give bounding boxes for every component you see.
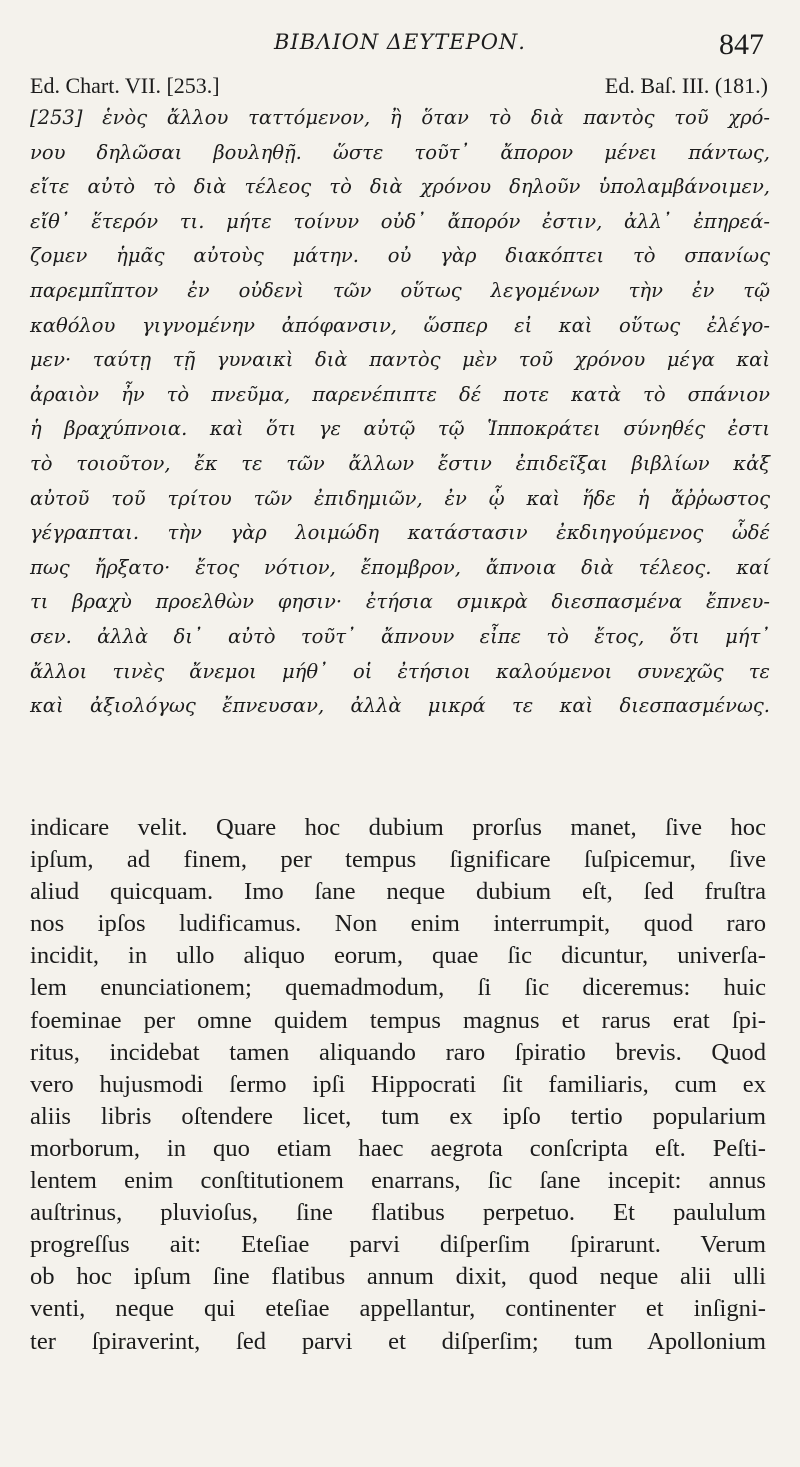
edition-reference-chartier: Ed. Chart. VII. [253.] [30,73,220,98]
latin-line: progreſſus ait: Eteſiae parvi diſperſim ſpirarunt. Verum [30,1231,766,1259]
greek-line: τὸ τοιοῦτον, ἔκ τε τῶν ἄλλων ἔστιν ἐπιδεῖξαι βιβλίων κἀξ [30,451,770,475]
greek-text-block [30,101,770,724]
greek-line: ζομεν ἡμᾶς αὐτοὺς μάτην. οὐ γὰρ διακόπτει τὸ σπανίως [30,244,770,268]
latin-line: ter ſpiraverint, ſed parvi et diſperſim; tum Apollonium [30,1327,766,1355]
latin-line: auſtrinus, pluvioſus, ſine flatibus perpetuo. Et paululum [30,1199,766,1227]
greek-line: μεν· ταύτῃ τῇ γυναικὶ διὰ παντὸς μὲν τοῦ χρόνου μέγα καὶ [30,348,770,372]
latin-text-block [30,812,766,1358]
latin-line: ob hoc ipſum ſine flatibus annum dixit, quod neque alii ulli [30,1263,766,1291]
greek-line: [253] ἑνὸς ἄλλου ταττόμενον, ἢ ὅταν τὸ διὰ παντὸς τοῦ χρό- [30,106,770,129]
latin-line: venti, neque qui eteſiae appellantur, continenter et inſigni- [30,1295,766,1323]
latin-line: aliis libris oſtendere licet, tum ex ipſo tertio popularium [30,1102,766,1130]
greek-line: νου δηλῶσαι βουληθῇ. ὥστε τοῦτ᾽ ἄπορον μένει πάντως, [30,140,770,164]
latin-line: lentem enim conſtitutionem enarrans, ſic ſane incepit: annus [30,1167,766,1195]
latin-line: indicare velit. Quare hoc dubium prorſus manet, ſive hoc [30,814,766,841]
latin-line: lem enunciationem; quemadmodum, ſi ſic diceremus: huic [30,974,766,1002]
greek-line: καθόλου γιγνομένην ἀπόφανσιν, ὥσπερ εἰ καὶ οὕτως ἐλέγο- [30,313,770,337]
latin-line: incidit, in ullo aliquo eorum, quae ſic dicuntur, univerſa- [30,942,766,970]
greek-line: ἡ βραχύπνοια. καὶ ὅτι γε αὐτῷ τῷ Ἱπποκράτει σύνηθές ἐστι [30,417,770,441]
greek-line: τι βραχὺ προελθὼν φησιν· ἐτήσια σμικρὰ διεσπασμένα ἔπνευ- [30,590,770,614]
latin-line: nos ipſos ludificamus. Non enim interrumpit, quod raro [30,910,766,938]
latin-line: aliud quicquam. Imo ſane neque dubium eſt, ſed fruſtra [30,878,766,906]
latin-line: vero hujusmodi ſermo ipſi Hippocrati ſit familiaris, cum ex [30,1070,766,1098]
latin-line: ipſum, ad finem, per tempus ſignificare ſuſpicemur, ſive [30,846,766,874]
edition-reference-basel: Ed. Baſ. III. (181.) [604,73,768,98]
greek-line: εἴτε αὐτὸ τὸ διὰ τέλεος τὸ διὰ χρόνου δηλοῦν ὑπολαμβάνοιμεν, [30,175,770,199]
greek-line: σεν. ἀλλὰ δι᾽ αὐτὸ τοῦτ᾽ ἄπνουν εἶπε τὸ ἔτος, ὅτι μήτ᾽ [30,624,770,648]
greek-line: εἴθ᾽ ἕτερόν τι. μήτε τοίνυν οὐδ᾽ ἄπορόν ἐστιν, ἀλλ᾽ ἐπηρεά- [30,209,770,233]
edition-references [30,73,768,99]
greek-line: ἄλλοι τινὲς ἄνεμοι μήθ᾽ οἱ ἐτήσιοι καλούμενοι συνεχῶς τε [30,659,770,683]
greek-line: πως ἤρξατο· ἔτος νότιον, ἔπομβρον, ἄπνοια διὰ τέλεος. καί [30,555,770,579]
greek-line: αὐτοῦ τοῦ τρίτου τῶν ἐπιδημιῶν, ἐν ᾧ καὶ ἥδε ἡ ἄῤῥωστος [30,486,770,510]
page-number: 847 [719,28,764,61]
greek-line: καὶ ἀξιολόγως ἔπνευσαν, ἀλλὰ μικρά τε καὶ διεσπασμένως. [30,694,770,718]
greek-line: ἀραιὸν ἦν τὸ πνεῦμα, παρενέπιπτε δέ ποτε κατὰ τὸ σπάνιον [30,382,770,406]
greek-line: παρεμπῖπτον ἐν οὐδενὶ τῶν οὕτως λεγομένων τὴν ἐν τῷ [30,278,770,302]
latin-line: foeminae per omne quidem tempus magnus et rarus erat ſpi- [30,1006,766,1034]
greek-line: γέγραπται. τὴν γὰρ λοιμώδη κατάστασιν ἐκδιηγούμενος ὧδέ [30,521,770,545]
running-title: ΒΙΒΛΙΟΝ ΔΕΥΤΕΡΟΝ. [274,30,526,54]
latin-line: morborum, in quo etiam haec aegrota conſcripta eſt. Peſti- [30,1134,766,1162]
latin-line: ritus, incidebat tamen aliquando raro ſpiratio brevis. Quod [30,1038,766,1066]
